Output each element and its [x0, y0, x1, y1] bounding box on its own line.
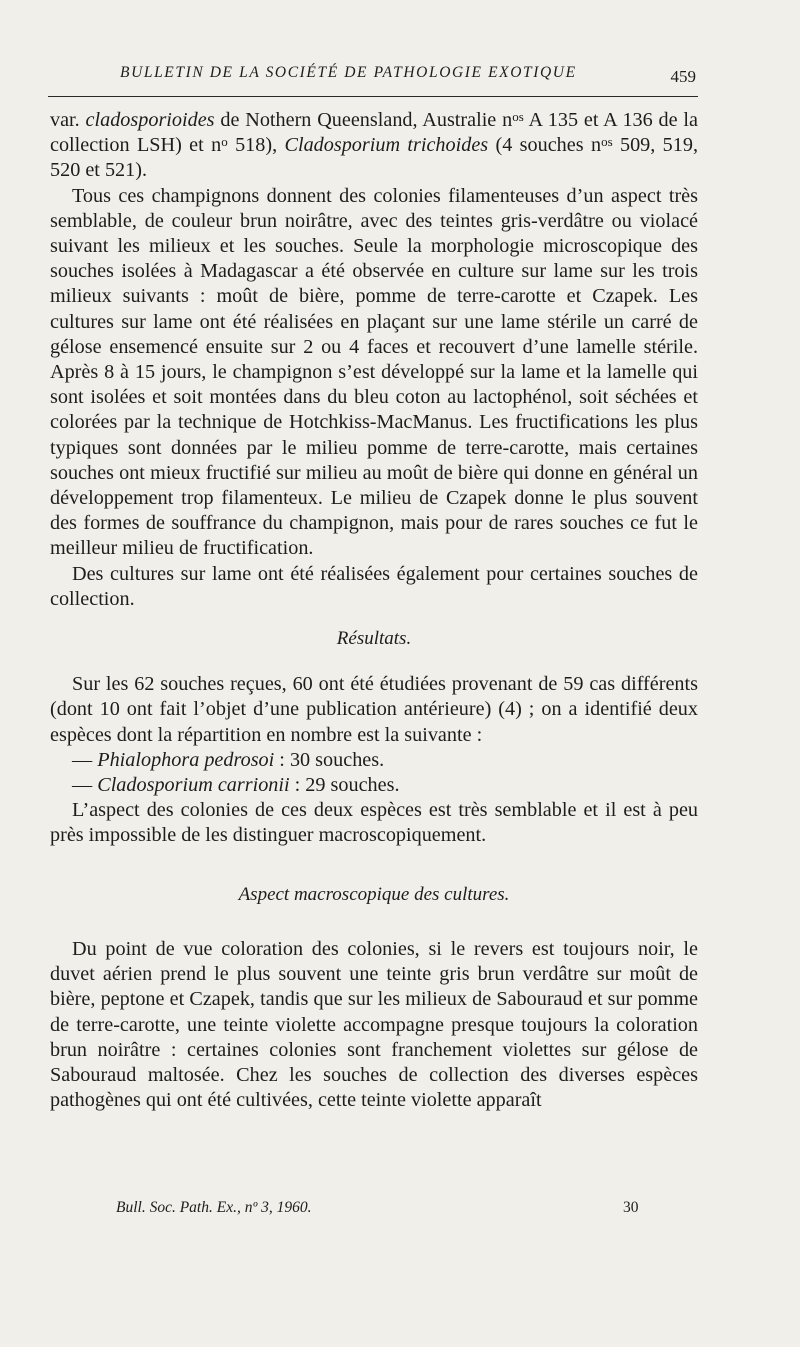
- text-span: 509, 519, 520 et 521).: [50, 134, 699, 182]
- heading-results: Résultats.: [336, 628, 412, 650]
- paragraph-results: Sur les 62 souches reçues, 60 ont été étudiées provenant de 59 cas différents (dont 10 ont fait l’objet d’une publication antérieure) (4) ; on a identifié deux espèces dont la répartition en nombre est la suivante :: [50, 673, 698, 746]
- species-name: Phialophora pedrosoi: [97, 748, 275, 771]
- strain-count: : 29 souches.: [289, 774, 400, 797]
- paragraph-coloration: Du point de vue coloration des colonies, si le revers est toujours noir, le duvet aérien prend le plus souvent une teinte gris brun verdâtre sur moût de bière, peptone et Czapek, tandis que sur les milieux de Sabouraud et sur pomme de terre-carotte, une teinte violette accompagne presque toujours la coloration brun noirâtre : certaines colonies sont franchement violettes sur gélose de Sabouraud maltosée. Chez les souches de collection des diverses espèces pathogènes qui ont été cultivées, cette teinte violette apparaît: [50, 937, 698, 1112]
- list-item: [50, 748, 698, 773]
- article-body: [50, 108, 698, 1113]
- species-name: cladosporioides: [85, 109, 215, 131]
- paragraph-aspect-summary: L’aspect des colonies de ces deux espèces est très semblable et il est à peu près impossible de les distinguer macroscopiquement.: [50, 799, 698, 847]
- list-dash: —: [72, 748, 98, 771]
- superscript: os: [512, 109, 524, 124]
- page-number: 459: [670, 67, 696, 86]
- list-dash: —: [72, 774, 98, 797]
- text-span: 518),: [227, 134, 285, 157]
- footer-citation: Bull. Soc. Path. Ex., nº 3, 1960.: [116, 1199, 312, 1216]
- superscript: o: [221, 134, 228, 150]
- sheet-number: 30: [623, 1199, 639, 1216]
- species-name: Cladosporium carrionii: [97, 774, 290, 797]
- text-span: A 135 et A 136 de la collection LSH) et n: [50, 109, 698, 157]
- paragraph-continuation: [50, 108, 698, 184]
- heading-macroscopic-aspect: Aspect macroscopique des cultures.: [238, 883, 510, 905]
- running-header: [50, 62, 698, 86]
- paragraph-methods: Tous ces champignons donnent des colonies filamenteuses d’un aspect très semblable, de couleur brun noirâtre, avec des teintes gris-verdâtre ou violacé suivant les milieux et les souches. Seule la morphologie microscopique des souches isolées à Madagascar a été observée en culture sur lame sur les trois milieux suivants : moût de bière, pomme de terre-carotte et Czapek. Les cultures sur lame ont été réalisées en plaçant sur une lame stérile un carré de gélose ensemencé ensuite sur 2 ou 4 faces et recouvert d’une lamelle stérile. Après 8 à 15 jours, le champignon s’est développé sur la lame et la lamelle qui sont isolées et soit montées dans du bleu coton au lactophénol, soit séchées et colorées par la technique de Hotchkiss-MacManus. Les fructifications les plus typiques sont données par le milieu pomme de terre-carotte, mais certaines souches ont mieux fructifié sur milieu au moût de bière qui donne en général un développement trop filamenteux. Le milieu de Czapek donne le plus souvent des formes de souffrance du champignon, mais pour de rares souches ce fut le meilleur milieu de fructification.: [50, 184, 698, 560]
- text-span: (4 souches n: [488, 134, 602, 157]
- text-span: var.: [50, 109, 86, 131]
- strain-count: : 30 souches.: [274, 748, 385, 771]
- list-item: [50, 773, 698, 798]
- journal-title: BULLETIN DE LA SOCIÉTÉ DE PATHOLOGIE EXOTIQUE: [120, 64, 577, 81]
- header-rule: [48, 96, 698, 97]
- superscript: os: [601, 134, 613, 150]
- species-name: Cladosporium trichoides: [284, 134, 489, 157]
- text-span: de Nothern Queensland, Australie n: [214, 109, 513, 131]
- paragraph-collection: Des cultures sur lame ont été réalisées également pour certaines souches de collection.: [50, 562, 698, 610]
- page-footer: [50, 1197, 698, 1221]
